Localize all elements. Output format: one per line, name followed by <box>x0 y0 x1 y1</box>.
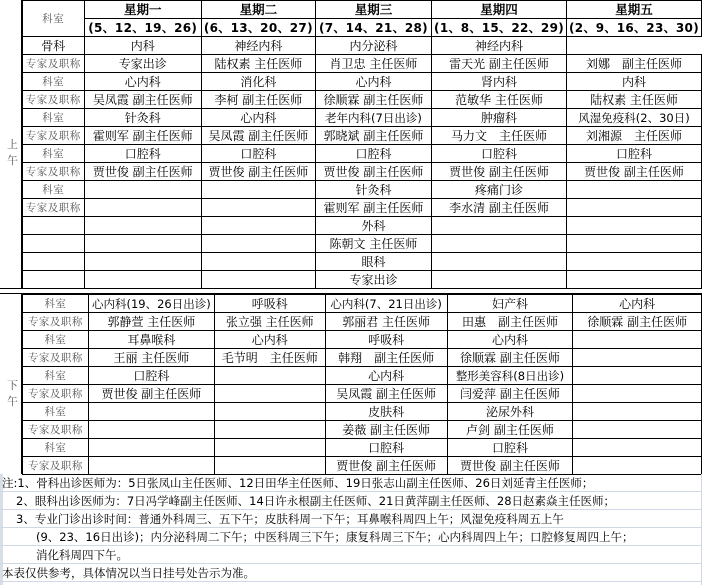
row-label: 专家及职称 <box>23 55 85 73</box>
schedule-cell-wednesday: 老年内科(7日出诊) <box>315 109 431 127</box>
morning-row <box>23 37 702 55</box>
schedule-cell-tuesday: 消化科 <box>201 73 315 91</box>
schedule-cell-monday: 心内科 <box>84 73 201 91</box>
dates-wednesday: (7、14、21、28) <box>315 19 431 37</box>
schedule-table <box>22 0 702 289</box>
notes-section <box>0 474 702 582</box>
schedule-cell-thursday: 口腔科 <box>432 145 567 163</box>
row-label: 专家及职称 <box>23 421 89 439</box>
schedule-cell-wednesday: 贾世俊 副主任医师 <box>315 163 431 181</box>
morning-row <box>23 253 702 271</box>
schedule-cell-friday <box>573 385 702 403</box>
schedule-cell-monday <box>88 403 214 421</box>
row-label: 专家及职称 <box>23 457 89 475</box>
row-label: 科室 <box>23 439 89 457</box>
afternoon-label: 下午 <box>7 379 18 408</box>
note-line-5: 消化科周四下午。 <box>0 546 702 564</box>
schedule-cell-friday <box>567 235 702 253</box>
schedule-cell-friday: 神经内科 <box>432 37 567 55</box>
schedule-cell-wednesday: 眼科 <box>315 253 431 271</box>
morning-label: 上午 <box>7 138 18 167</box>
schedule-cell-wednesday: 韩翔 副主任医师 <box>325 349 447 367</box>
morning-row <box>23 271 702 289</box>
row-label: 专家及职称 <box>23 199 85 217</box>
day-header-friday: 星期五 <box>567 1 702 19</box>
schedule-cell-tuesday: 呼吸科 <box>214 295 325 313</box>
dates-header-row <box>23 19 702 37</box>
afternoon-row <box>23 457 702 475</box>
dates-thursday: (1、8、15、22、29) <box>432 19 567 37</box>
schedule-cell-tuesday <box>201 181 315 199</box>
schedule-cell-friday <box>573 439 702 457</box>
dates-tuesday: (6、13、20、27) <box>201 19 315 37</box>
note-line-3: 3、专业门诊出诊时间：普通外科周三、五下午；皮肤科周一下午；耳鼻喉科周四上午；风湿免疫科周五上午 <box>0 510 702 528</box>
row-label <box>23 253 85 271</box>
schedule-cell-monday <box>84 235 201 253</box>
morning-row <box>23 217 702 235</box>
schedule-cell-monday <box>88 457 214 475</box>
schedule-cell-monday: 口腔科 <box>84 145 201 163</box>
schedule-cell-monday: 郭静萱 主任医师 <box>88 313 214 331</box>
schedule-cell-friday <box>573 367 702 385</box>
schedule-cell-wednesday: 郭晓斌 副主任医师 <box>315 127 431 145</box>
schedule-cell-tuesday: 心内科 <box>214 331 325 349</box>
schedule-cell-thursday: 田惠 副主任医师 <box>447 313 573 331</box>
schedule-cell-friday: 风湿免疫科(2、30日) <box>567 109 702 127</box>
schedule-cell-wednesday: 吴凤霞 副主任医师 <box>325 385 447 403</box>
schedule-cell-thursday: 李水清 副主任医师 <box>432 199 567 217</box>
schedule-cell-friday: 贾世俊 副主任医师 <box>567 163 702 181</box>
row-label: 科室 <box>23 181 85 199</box>
schedule-cell-tuesday <box>201 199 315 217</box>
schedule-cell-monday: 王丽 主任医师 <box>88 349 214 367</box>
schedule-cell-thursday <box>432 253 567 271</box>
schedule-cell-thursday: 肾内科 <box>432 73 567 91</box>
schedule-cell-thursday: 卢剑 副主任医师 <box>447 421 573 439</box>
morning-row <box>23 145 702 163</box>
schedule-cell-wednesday: 神经内科 <box>201 37 315 55</box>
schedule-cell-friday <box>567 199 702 217</box>
schedule-cell-thursday: 疼痛门诊 <box>432 181 567 199</box>
schedule-cell-friday: 心内科 <box>573 295 702 313</box>
schedule-cell-tuesday: 李柯 副主任医师 <box>201 91 315 109</box>
note-line-1: 注:1、骨科出诊医师为：5日张凤山主任医师、12日田华主任医师、19日张志山副主任医师、26日刘延青主任医师； <box>0 474 702 492</box>
schedule-cell-monday <box>84 199 201 217</box>
schedule-cell-thursday: 妇产科 <box>447 295 573 313</box>
schedule-cell-tuesday: 毛节明 主任医师 <box>214 349 325 367</box>
schedule-cell-wednesday: 心内科 <box>315 73 431 91</box>
schedule-cell-tuesday <box>214 421 325 439</box>
schedule-cell-wednesday: 徐顺霖 副主任医师 <box>315 91 431 109</box>
afternoon-section <box>23 295 702 475</box>
afternoon-row <box>23 403 702 421</box>
row-label: 科室 <box>23 331 89 349</box>
schedule-cell-monday: 贾世俊 副主任医师 <box>88 385 214 403</box>
row-label: 科室 <box>23 295 89 313</box>
note-line-2: 2、眼科出诊医师为：7日冯学峰副主任医师、14日许永根副主任医师、21日黄萍副主任医师、28日赵素焱主任医师； <box>0 492 702 510</box>
schedule-cell-tuesday: 贾世俊 副主任医师 <box>201 163 315 181</box>
schedule-cell-thursday: 马力文 主任医师 <box>432 127 567 145</box>
schedule-cell-thursday: 泌尿外科 <box>447 403 573 421</box>
schedule-cell-thursday: 口腔科 <box>447 439 573 457</box>
schedule-cell-friday <box>573 403 702 421</box>
schedule-cell-tuesday <box>201 253 315 271</box>
morning-row <box>23 91 702 109</box>
schedule-cell-tuesday <box>214 439 325 457</box>
schedule-cell-wednesday: 肖卫忠 主任医师 <box>315 55 431 73</box>
schedule-cell-monday <box>88 421 214 439</box>
afternoon-row <box>23 295 702 313</box>
schedule-cell-thursday: 徐顺霖 副主任医师 <box>447 349 573 367</box>
morning-section <box>23 37 702 289</box>
schedule-cell-tuesday: 吴凤霞 副主任医师 <box>201 127 315 145</box>
morning-row <box>23 163 702 181</box>
schedule-cell-tuesday: 内科 <box>84 37 201 55</box>
row-label <box>23 235 85 253</box>
schedule-cell-monday <box>84 271 201 289</box>
schedule-cell-tuesday <box>201 235 315 253</box>
morning-row <box>23 109 702 127</box>
schedule-cell-wednesday: 霍则军 副主任医师 <box>315 199 431 217</box>
schedule-cell-monday: 贾世俊 副主任医师 <box>84 163 201 181</box>
afternoon-row <box>23 313 702 331</box>
schedule-cell-monday: 骨科 <box>23 37 85 55</box>
morning-row <box>23 127 702 145</box>
afternoon-row <box>23 385 702 403</box>
day-header-monday: 星期一 <box>84 1 201 19</box>
schedule-cell-tuesday <box>214 385 325 403</box>
schedule-cell-wednesday: 针灸科 <box>315 181 431 199</box>
schedule-cell-friday <box>567 181 702 199</box>
schedule-cell-thursday: 心内科 <box>447 331 573 349</box>
schedule-cell-wednesday: 陈朝文 主任医师 <box>315 235 431 253</box>
schedule-cell-monday: 心内科(19、26日出诊) <box>88 295 214 313</box>
day-header-wednesday: 星期三 <box>315 1 431 19</box>
row-label: 科室 <box>23 73 85 91</box>
schedule-cell-thursday: 肿瘤科 <box>432 109 567 127</box>
row-label: 科室 <box>23 109 85 127</box>
schedule-cell-monday: 吴凤霞 副主任医师 <box>84 91 201 109</box>
schedule-cell-wednesday: 口腔科 <box>315 145 431 163</box>
schedule-cell-wednesday: 专家出诊 <box>315 271 431 289</box>
morning-row <box>23 73 702 91</box>
afternoon-row <box>23 349 702 367</box>
dates-friday: (2、9、16、23、30) <box>567 19 702 37</box>
schedule-cell-tuesday: 心内科 <box>201 109 315 127</box>
afternoon-row <box>23 421 702 439</box>
schedule-cell-tuesday <box>201 217 315 235</box>
morning-row <box>23 55 702 73</box>
afternoon-table <box>22 294 702 475</box>
row-label: 专家及职称 <box>23 385 89 403</box>
schedule-cell-friday: 徐顺霖 副主任医师 <box>573 313 702 331</box>
schedule-cell-friday <box>567 253 702 271</box>
row-label: 科室 <box>23 145 85 163</box>
schedule-cell-monday: 霍则军 副主任医师 <box>84 127 201 145</box>
row-label: 科室 <box>23 403 89 421</box>
afternoon-row <box>23 439 702 457</box>
row-label <box>23 271 85 289</box>
schedule-cell-friday <box>567 217 702 235</box>
schedule-cell-wednesday: 心内科(7、21日出诊) <box>325 295 447 313</box>
schedule-cell-wednesday: 外科 <box>315 217 431 235</box>
schedule-cell-thursday: 贾世俊 副主任医师 <box>432 163 567 181</box>
schedule-cell-tuesday <box>214 457 325 475</box>
disclaimer: 本表仅供参考，具体情况以当日挂号处告示为准。 <box>0 564 702 582</box>
schedule-cell-thursday <box>432 271 567 289</box>
morning-row <box>23 199 702 217</box>
day-header-thursday: 星期四 <box>432 1 567 19</box>
schedule-cell-friday: 刘娜 副主任医师 <box>567 55 702 73</box>
schedule-cell-monday: 专家出诊 <box>84 55 201 73</box>
schedule-cell-friday: 陆权素 主任医师 <box>567 91 702 109</box>
day-header-tuesday: 星期二 <box>201 1 315 19</box>
schedule-cell-thursday: 范敏华 主任医师 <box>432 91 567 109</box>
schedule-cell-thursday: 雷天光 副主任医师 <box>432 55 567 73</box>
schedule-cell-monday <box>88 439 214 457</box>
row-label: 科室 <box>23 367 89 385</box>
schedule-cell-friday <box>573 349 702 367</box>
schedule-cell-thursday: 整形美容科(8日出诊) <box>447 367 573 385</box>
schedule-cell-friday: 口腔科 <box>567 145 702 163</box>
schedule-cell-friday <box>567 271 702 289</box>
dates-monday: (5、12、19、26) <box>84 19 201 37</box>
schedule-cell-tuesday <box>201 271 315 289</box>
schedule-cell-tuesday: 口腔科 <box>201 145 315 163</box>
schedule-cell-monday: 针灸科 <box>84 109 201 127</box>
schedule-cell-friday <box>573 457 702 475</box>
schedule-cell-monday: 口腔科 <box>88 367 214 385</box>
schedule-cell-friday <box>573 421 702 439</box>
schedule-cell-tuesday: 陆权素 主任医师 <box>201 55 315 73</box>
note-line-4: (9、23、16日出诊)；内分泌科周二下午；中医科周三下午；康复科周三下午；心内科周四上午；口腔修复周四上午； <box>0 528 702 546</box>
label-column-header: 科室 <box>23 1 85 37</box>
schedule-cell-monday <box>84 217 201 235</box>
row-label: 专家及职称 <box>23 127 85 145</box>
schedule-cell-friday: 内科 <box>567 73 702 91</box>
morning-row <box>23 235 702 253</box>
afternoon-row <box>23 331 702 349</box>
schedule-cell-thursday: 闫爱萍 副主任医师 <box>447 385 573 403</box>
schedule-cell-tuesday: 张立强 主任医师 <box>214 313 325 331</box>
schedule-cell-wednesday: 姜薇 副主任医师 <box>325 421 447 439</box>
schedule-cell-wednesday: 口腔科 <box>325 439 447 457</box>
row-label: 专家及职称 <box>23 349 89 367</box>
schedule-cell-wednesday: 呼吸科 <box>325 331 447 349</box>
schedule-cell-friday <box>573 331 702 349</box>
schedule-cell-thursday: 内分泌科 <box>315 37 431 55</box>
afternoon-row <box>23 367 702 385</box>
schedule-cell-tuesday <box>214 367 325 385</box>
row-label: 专家及职称 <box>23 313 89 331</box>
schedule-cell-wednesday: 心内科 <box>325 367 447 385</box>
row-label: 专家及职称 <box>23 91 85 109</box>
schedule-cell-thursday: 贾世俊 副主任医师 <box>447 457 573 475</box>
schedule-cell-thursday <box>432 217 567 235</box>
schedule-cell-monday <box>84 253 201 271</box>
day-header-row <box>23 1 702 19</box>
morning-row <box>23 181 702 199</box>
schedule-cell-wednesday: 郭丽君 主任医师 <box>325 313 447 331</box>
schedule-cell-wednesday: 皮肤科 <box>325 403 447 421</box>
schedule-cell-monday <box>84 181 201 199</box>
schedule-cell-friday: 刘湘源 主任医师 <box>567 127 702 145</box>
schedule-cell-monday: 耳鼻喉科 <box>88 331 214 349</box>
row-label <box>23 217 85 235</box>
schedule-cell-thursday <box>432 235 567 253</box>
schedule-cell-wednesday: 贾世俊 副主任医师 <box>325 457 447 475</box>
schedule-cell-tuesday <box>214 403 325 421</box>
row-label: 专家及职称 <box>23 163 85 181</box>
